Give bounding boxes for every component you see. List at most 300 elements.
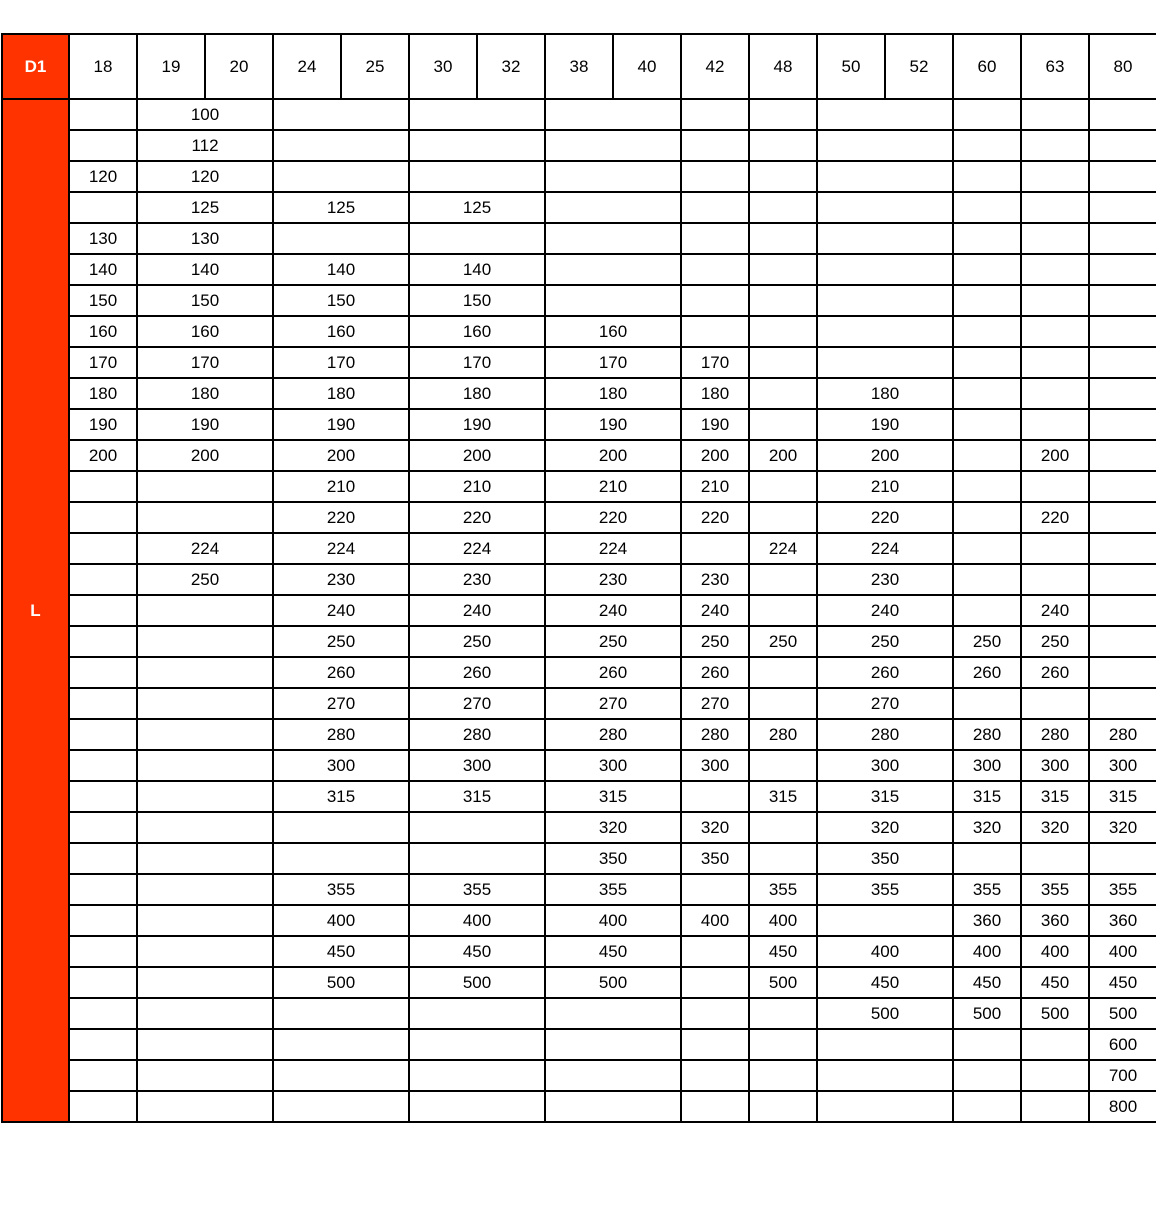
table-row (2, 161, 1156, 192)
length-cell (681, 316, 749, 347)
length-cell: 250 (273, 626, 409, 657)
length-cell (1089, 440, 1156, 471)
length-cell (1089, 192, 1156, 223)
length-cell (273, 223, 409, 254)
table-row (2, 688, 1156, 719)
length-cell: 200 (409, 440, 545, 471)
length-cell: 260 (681, 657, 749, 688)
length-cell (545, 1060, 681, 1091)
length-cell: 240 (409, 595, 545, 626)
length-cell: 355 (749, 874, 817, 905)
length-cell (1021, 347, 1089, 378)
length-cell: 355 (545, 874, 681, 905)
table-row (2, 595, 1156, 626)
length-cell (953, 99, 1021, 130)
header-diameter-cell: 50 (817, 34, 885, 99)
table-row (2, 1091, 1156, 1122)
length-cell (817, 1060, 953, 1091)
length-cell (817, 905, 953, 936)
table-row (2, 781, 1156, 812)
length-cell: 220 (681, 502, 749, 533)
length-cell: 220 (409, 502, 545, 533)
length-cell: 180 (545, 378, 681, 409)
length-cell: 400 (409, 905, 545, 936)
table-row (2, 192, 1156, 223)
table-row (2, 905, 1156, 936)
length-cell (1089, 254, 1156, 285)
length-cell: 250 (1021, 626, 1089, 657)
length-cell (1021, 1060, 1089, 1091)
table-row (2, 409, 1156, 440)
length-cell (273, 998, 409, 1029)
header-diameter-cell: 60 (953, 34, 1021, 99)
length-cell: 150 (137, 285, 273, 316)
length-cell (1089, 161, 1156, 192)
length-cell (953, 1091, 1021, 1122)
length-cell: 224 (137, 533, 273, 564)
length-cell: 160 (137, 316, 273, 347)
length-cell (681, 1091, 749, 1122)
length-cell (273, 99, 409, 130)
table-row (2, 998, 1156, 1029)
length-cell (273, 1060, 409, 1091)
length-cell (1021, 409, 1089, 440)
length-cell (749, 471, 817, 502)
length-cell (409, 998, 545, 1029)
length-cell (749, 316, 817, 347)
length-cell (1089, 626, 1156, 657)
length-cell (817, 347, 953, 378)
header-diameter-cell: 32 (477, 34, 545, 99)
length-cell (1089, 130, 1156, 161)
length-cell: 500 (1089, 998, 1156, 1029)
length-cell: 250 (137, 564, 273, 595)
length-cell: 450 (817, 967, 953, 998)
length-cell: 320 (817, 812, 953, 843)
length-cell (137, 781, 273, 812)
length-cell (953, 1029, 1021, 1060)
length-cell: 280 (545, 719, 681, 750)
length-cell (1089, 223, 1156, 254)
length-cell: 280 (749, 719, 817, 750)
length-cell: 200 (273, 440, 409, 471)
length-cell: 120 (137, 161, 273, 192)
length-cell (1089, 409, 1156, 440)
length-cell (1021, 1029, 1089, 1060)
length-cell: 280 (953, 719, 1021, 750)
header-diameter-cell: 38 (545, 34, 613, 99)
length-cell: 300 (1021, 750, 1089, 781)
table-row (2, 719, 1156, 750)
header-diameter-cell: 48 (749, 34, 817, 99)
length-cell (749, 409, 817, 440)
length-cell (817, 130, 953, 161)
length-cell: 125 (409, 192, 545, 223)
length-cell (953, 471, 1021, 502)
length-cell (749, 750, 817, 781)
length-cell: 190 (273, 409, 409, 440)
length-cell (1021, 254, 1089, 285)
length-cell: 270 (273, 688, 409, 719)
length-cell (817, 285, 953, 316)
length-cell: 260 (545, 657, 681, 688)
length-cell (953, 409, 1021, 440)
length-cell (681, 285, 749, 316)
length-cell: 300 (953, 750, 1021, 781)
length-cell: 600 (1089, 1029, 1156, 1060)
length-cell: 400 (681, 905, 749, 936)
header-diameter-cell: 30 (409, 34, 477, 99)
length-cell: 190 (681, 409, 749, 440)
length-cell (69, 533, 137, 564)
length-cell: 180 (409, 378, 545, 409)
header-diameter-cell: 63 (1021, 34, 1089, 99)
length-cell: 224 (749, 533, 817, 564)
length-cell: 300 (817, 750, 953, 781)
table-row (2, 316, 1156, 347)
length-cell (1089, 533, 1156, 564)
table-row (2, 223, 1156, 254)
length-cell (69, 130, 137, 161)
length-cell (681, 936, 749, 967)
length-cell: 200 (817, 440, 953, 471)
length-cell (137, 1029, 273, 1060)
length-cell: 360 (953, 905, 1021, 936)
length-cell: 224 (409, 533, 545, 564)
length-cell: 250 (953, 626, 1021, 657)
length-cell (273, 130, 409, 161)
length-cell: 260 (409, 657, 545, 688)
length-cell (681, 130, 749, 161)
length-cell (69, 843, 137, 874)
length-cell (273, 812, 409, 843)
length-cell (1021, 688, 1089, 719)
length-cell: 320 (1021, 812, 1089, 843)
length-cell: 260 (953, 657, 1021, 688)
length-cell: 150 (409, 285, 545, 316)
length-cell: 180 (273, 378, 409, 409)
length-cell (409, 161, 545, 192)
length-cell (1021, 533, 1089, 564)
length-cell: 500 (1021, 998, 1089, 1029)
length-cell: 180 (817, 378, 953, 409)
header-row (2, 34, 1156, 99)
row-label-l: L (2, 99, 69, 1122)
length-cell: 280 (817, 719, 953, 750)
length-cell: 400 (953, 936, 1021, 967)
length-cell: 210 (681, 471, 749, 502)
length-cell (817, 161, 953, 192)
table-row (2, 533, 1156, 564)
length-cell (681, 1060, 749, 1091)
length-cell (1089, 657, 1156, 688)
length-cell (1089, 347, 1156, 378)
length-cell (137, 905, 273, 936)
length-cell (681, 1029, 749, 1060)
length-cell (1021, 285, 1089, 316)
length-cell (69, 1091, 137, 1122)
length-cell: 170 (545, 347, 681, 378)
length-cell (953, 192, 1021, 223)
length-cell: 320 (545, 812, 681, 843)
length-cell (749, 285, 817, 316)
length-cell (953, 347, 1021, 378)
length-cell: 400 (545, 905, 681, 936)
length-cell (1089, 843, 1156, 874)
length-cell (545, 1029, 681, 1060)
length-cell: 400 (749, 905, 817, 936)
length-cell (1089, 688, 1156, 719)
length-cell: 280 (273, 719, 409, 750)
length-cell: 270 (409, 688, 545, 719)
header-diameter-cell: 24 (273, 34, 341, 99)
length-cell (1021, 223, 1089, 254)
header-diameter-cell: 40 (613, 34, 681, 99)
length-cell: 180 (137, 378, 273, 409)
length-cell: 450 (409, 936, 545, 967)
length-cell (545, 1091, 681, 1122)
length-cell (409, 223, 545, 254)
header-diameter-cell: 52 (885, 34, 953, 99)
length-cell (1021, 1091, 1089, 1122)
length-cell (749, 130, 817, 161)
table-row (2, 936, 1156, 967)
length-cell (681, 254, 749, 285)
length-cell: 315 (1089, 781, 1156, 812)
length-cell: 160 (545, 316, 681, 347)
length-cell (817, 254, 953, 285)
length-cell (749, 1060, 817, 1091)
length-cell (953, 285, 1021, 316)
length-cell: 240 (1021, 595, 1089, 626)
length-cell: 200 (749, 440, 817, 471)
length-cell: 400 (817, 936, 953, 967)
length-cell (817, 99, 953, 130)
length-cell: 315 (953, 781, 1021, 812)
length-cell (749, 657, 817, 688)
length-cell (69, 998, 137, 1029)
length-cell (69, 719, 137, 750)
length-cell (953, 161, 1021, 192)
length-cell (749, 688, 817, 719)
length-cell (749, 254, 817, 285)
length-cell (137, 967, 273, 998)
length-cell: 200 (69, 440, 137, 471)
length-cell (749, 1091, 817, 1122)
length-cell: 800 (1089, 1091, 1156, 1122)
length-cell: 260 (273, 657, 409, 688)
length-cell: 150 (273, 285, 409, 316)
length-cell (681, 998, 749, 1029)
length-cell (953, 595, 1021, 626)
length-cell: 224 (817, 533, 953, 564)
length-cell: 210 (545, 471, 681, 502)
table-row (2, 1029, 1156, 1060)
length-cell: 400 (273, 905, 409, 936)
length-cell: 170 (273, 347, 409, 378)
length-cell: 320 (1089, 812, 1156, 843)
length-cell (273, 161, 409, 192)
length-cell (69, 471, 137, 502)
length-cell (137, 998, 273, 1029)
table-row (2, 657, 1156, 688)
length-cell: 140 (137, 254, 273, 285)
length-cell (953, 254, 1021, 285)
length-cell (817, 192, 953, 223)
length-cell: 355 (273, 874, 409, 905)
length-cell (749, 347, 817, 378)
length-cell: 280 (1021, 719, 1089, 750)
length-cell (1089, 595, 1156, 626)
length-cell (1021, 471, 1089, 502)
length-cell (69, 657, 137, 688)
length-cell: 450 (545, 936, 681, 967)
length-cell (137, 1091, 273, 1122)
length-cell: 355 (953, 874, 1021, 905)
length-cell (1021, 316, 1089, 347)
length-cell (545, 192, 681, 223)
length-cell (273, 1029, 409, 1060)
length-cell (1021, 99, 1089, 130)
length-cell (817, 1029, 953, 1060)
length-cell: 100 (137, 99, 273, 130)
length-cell: 300 (681, 750, 749, 781)
length-cell (749, 161, 817, 192)
length-cell (681, 781, 749, 812)
length-cell (137, 719, 273, 750)
length-cell: 270 (545, 688, 681, 719)
length-cell: 355 (817, 874, 953, 905)
table-row (2, 626, 1156, 657)
table-row (2, 564, 1156, 595)
length-cell (953, 223, 1021, 254)
length-cell: 250 (545, 626, 681, 657)
length-cell (681, 533, 749, 564)
length-cell (681, 99, 749, 130)
length-cell (409, 1029, 545, 1060)
length-cell: 500 (749, 967, 817, 998)
length-cell: 230 (817, 564, 953, 595)
length-cell (1021, 564, 1089, 595)
length-cell: 250 (817, 626, 953, 657)
length-cell (953, 1060, 1021, 1091)
length-cell: 125 (137, 192, 273, 223)
length-cell: 500 (953, 998, 1021, 1029)
table-row (2, 502, 1156, 533)
length-cell: 450 (749, 936, 817, 967)
table-body (2, 99, 1156, 1122)
length-cell: 450 (953, 967, 1021, 998)
length-cell: 224 (545, 533, 681, 564)
length-cell: 190 (69, 409, 137, 440)
length-cell (545, 998, 681, 1029)
table-row (2, 843, 1156, 874)
length-cell (681, 223, 749, 254)
length-cell: 210 (273, 471, 409, 502)
length-cell: 210 (409, 471, 545, 502)
length-cell (137, 874, 273, 905)
length-cell (69, 1060, 137, 1091)
length-cell: 280 (409, 719, 545, 750)
length-cell (749, 843, 817, 874)
length-cell (817, 316, 953, 347)
length-cell: 210 (817, 471, 953, 502)
length-cell (749, 99, 817, 130)
length-cell (69, 192, 137, 223)
length-cell: 240 (681, 595, 749, 626)
length-cell (953, 688, 1021, 719)
length-cell (749, 1029, 817, 1060)
length-cell: 260 (1021, 657, 1089, 688)
length-cell (545, 285, 681, 316)
length-cell: 170 (137, 347, 273, 378)
length-cell: 280 (1089, 719, 1156, 750)
length-cell: 220 (273, 502, 409, 533)
header-diameter-cell: 19 (137, 34, 205, 99)
length-cell: 140 (273, 254, 409, 285)
length-cell (545, 161, 681, 192)
length-cell (953, 843, 1021, 874)
length-cell: 300 (545, 750, 681, 781)
header-d1-label: D1 (2, 34, 69, 99)
header-diameter-cell: 42 (681, 34, 749, 99)
length-cell (953, 564, 1021, 595)
length-cell: 315 (409, 781, 545, 812)
length-cell (1021, 161, 1089, 192)
length-cell (137, 471, 273, 502)
table-row (2, 967, 1156, 998)
length-cell: 240 (817, 595, 953, 626)
length-cell: 150 (69, 285, 137, 316)
length-cell: 180 (681, 378, 749, 409)
length-cell (545, 254, 681, 285)
table-row (2, 254, 1156, 285)
length-cell (137, 626, 273, 657)
table-row (2, 378, 1156, 409)
length-cell: 270 (817, 688, 953, 719)
length-cell: 130 (137, 223, 273, 254)
length-cell (1089, 99, 1156, 130)
length-cell (749, 998, 817, 1029)
length-cell (409, 843, 545, 874)
length-cell: 170 (681, 347, 749, 378)
length-cell (69, 781, 137, 812)
length-cell (1089, 564, 1156, 595)
length-cell: 224 (273, 533, 409, 564)
length-cell (1021, 192, 1089, 223)
length-cell: 125 (273, 192, 409, 223)
length-cell: 280 (681, 719, 749, 750)
length-cell: 170 (409, 347, 545, 378)
length-cell: 200 (545, 440, 681, 471)
length-cell (817, 223, 953, 254)
length-cell: 180 (69, 378, 137, 409)
length-cell: 220 (545, 502, 681, 533)
length-cell (69, 564, 137, 595)
length-cell: 240 (273, 595, 409, 626)
table-row (2, 750, 1156, 781)
length-cell (409, 812, 545, 843)
length-cell (137, 688, 273, 719)
length-cell: 140 (409, 254, 545, 285)
length-cell: 170 (69, 347, 137, 378)
length-cell (137, 502, 273, 533)
length-cell (545, 130, 681, 161)
length-cell (749, 564, 817, 595)
length-cell (681, 967, 749, 998)
length-cell: 260 (817, 657, 953, 688)
length-cell: 190 (817, 409, 953, 440)
